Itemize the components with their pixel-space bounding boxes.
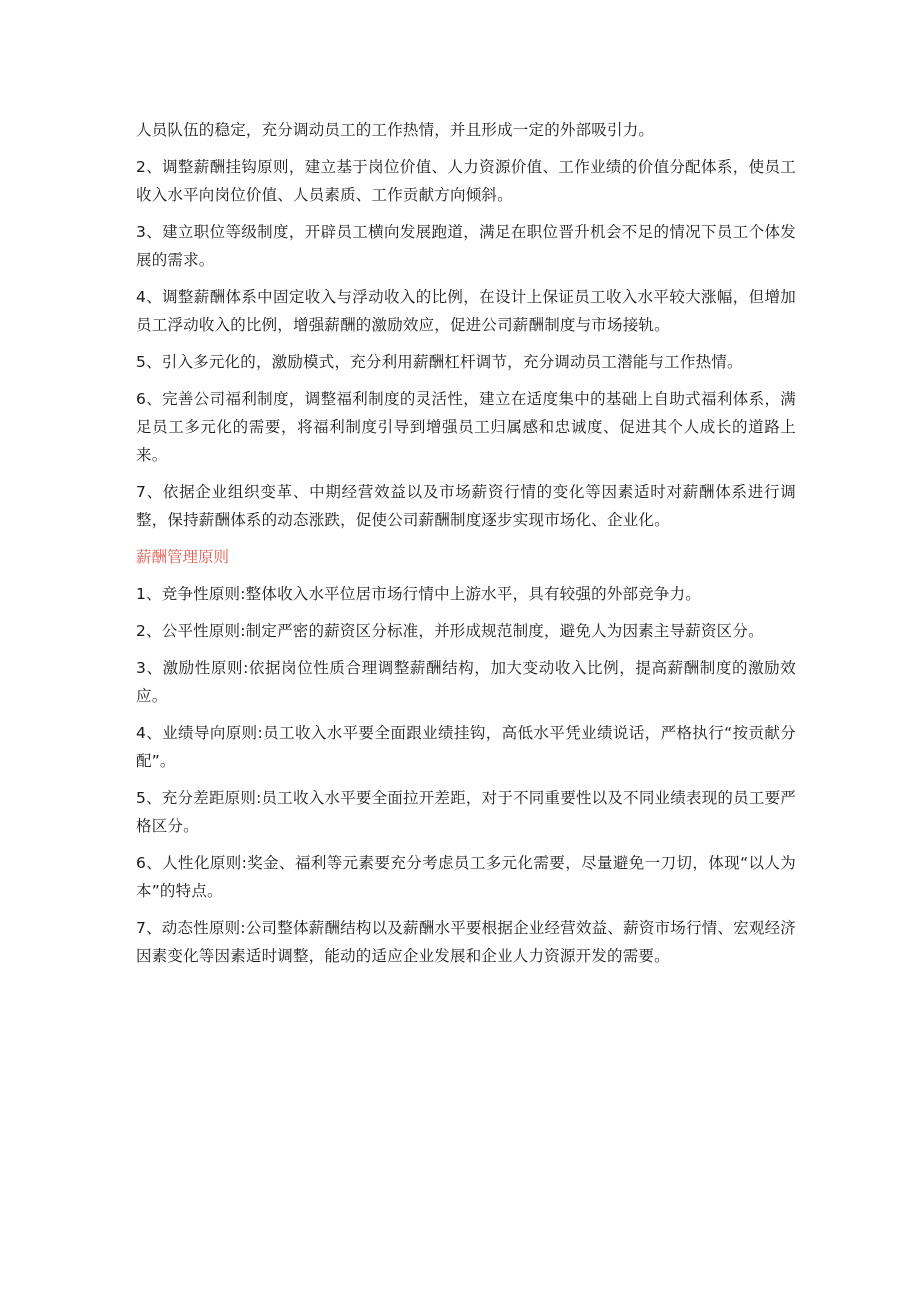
principle-1: 1、竞争性原则:整体收入水平位居市场行情中上游水平，具有较强的外部竞争力。 (136, 585, 701, 603)
section-heading: 薪酬管理原则 (136, 548, 230, 566)
principle-7: 7、动态性原则:公司整体薪酬结构以及薪酬水平要根据企业经营效益、薪资市场行情、宏观经济因素变化等因素适时调整，能动的适应企业发展和企业人力资源开发的需要。 (136, 919, 796, 965)
section-strategy (136, 116, 796, 534)
paragraph-2: 2、调整薪酬挂钩原则，建立基于岗位价值、人力资源价值、工作业绩的价值分配体系，使员工收入水平向岗位价值、人员素质、工作贡献方向倾斜。 (136, 158, 796, 204)
paragraph-5: 5、引入多元化的，激励模式，充分利用薪酬杠杆调节，充分调动员工潜能与工作热情。 (136, 353, 743, 371)
paragraph-3: 3、建立职位等级制度，开辟员工横向发展跑道，满足在职位晋升机会不足的情况下员工个体发展的需求。 (136, 223, 796, 269)
principle-3: 3、激励性原则:依据岗位性质合理调整薪酬结构，加大变动收入比例，提高薪酬制度的激励效应。 (136, 659, 796, 705)
principle-6: 6、人性化原则:奖金、福利等元素要充分考虑员工多元化需要，尽量避免一刀切，体现“以人为本”的特点。 (136, 854, 796, 900)
section-principles (136, 543, 796, 970)
principle-5: 5、充分差距原则:员工收入水平要全面拉开差距，对于不同重要性以及不同业绩表现的员工要严格区分。 (136, 789, 796, 835)
document-page (136, 116, 796, 979)
paragraph-1-continued: 人员队伍的稳定，充分调动员工的工作热情，并且形成一定的外部吸引力。 (136, 121, 655, 139)
principle-4: 4、业绩导向原则:员工收入水平要全面跟业绩挂钩，高低水平凭业绩说话，严格执行“按贡献分配”。 (136, 724, 796, 770)
paragraph-4: 4、调整薪酬体系中固定收入与浮动收入的比例，在设计上保证员工收入水平较大涨幅，但增加员工浮动收入的比例，增强薪酬的激励效应，促进公司薪酬制度与市场接轨。 (136, 288, 796, 334)
paragraph-6: 6、完善公司福利制度，调整福利制度的灵活性，建立在适度集中的基础上自助式福利体系，满足员工多元化的需要，将福利制度引导到增强员工归属感和忠诚度、促进其个人成长的道路上来。 (136, 390, 796, 464)
paragraph-7: 7、依据企业组织变革、中期经营效益以及市场薪资行情的变化等因素适时对薪酬体系进行调整，保持薪酬体系的动态涨跌，促使公司薪酬制度逐步实现市场化、企业化。 (136, 483, 796, 529)
principle-2: 2、公平性原则:制定严密的薪资区分标准，并形成规范制度，避免人为因素主导薪资区分。 (136, 622, 764, 640)
